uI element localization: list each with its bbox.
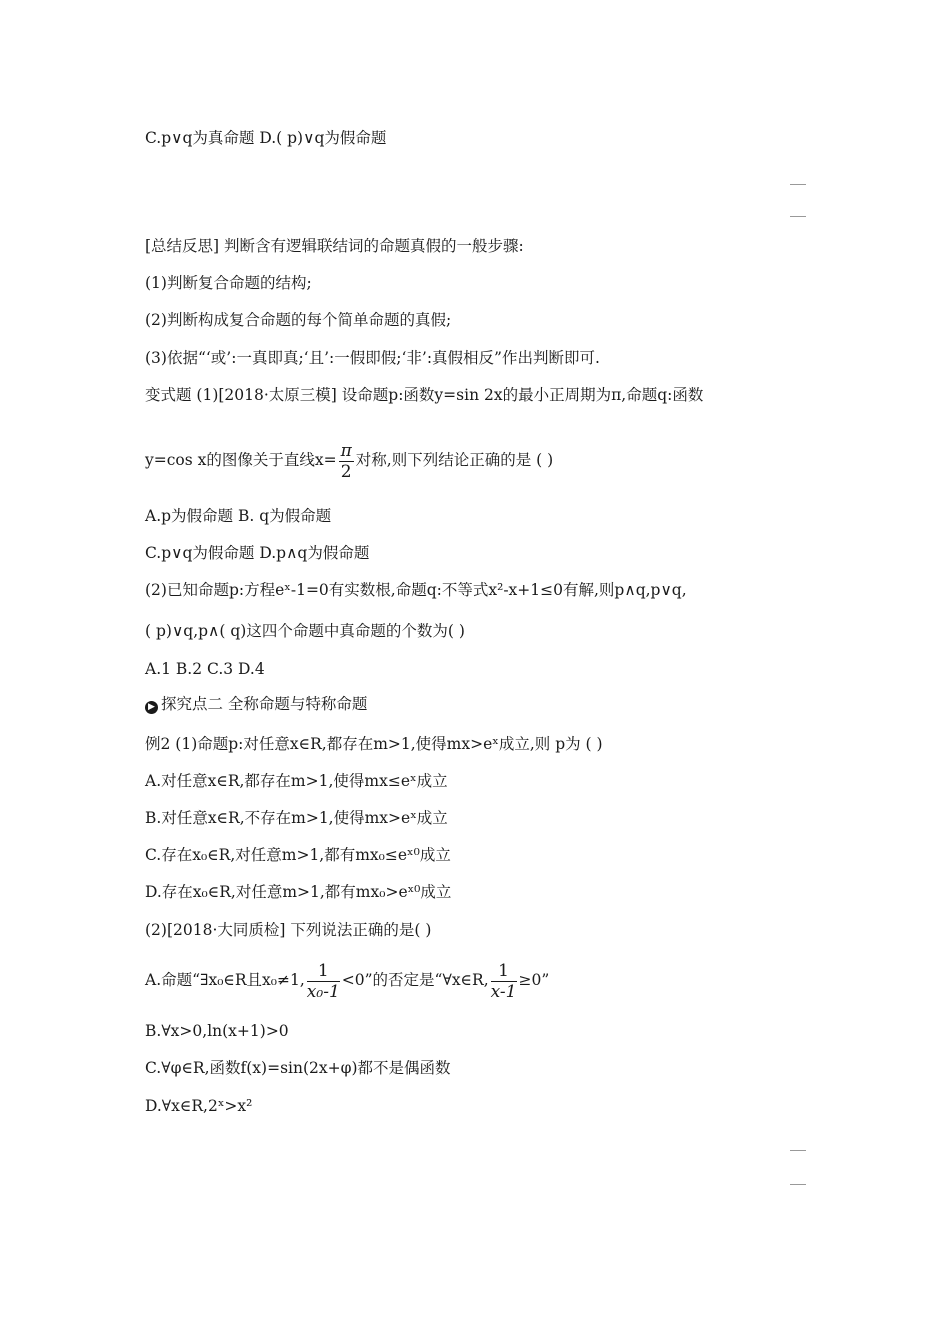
example2-q1-option-c: C.存在x₀∈R,对任意m>1,都有mx₀≤eˣ⁰成立 bbox=[145, 846, 451, 864]
summary-step-2: (2)判断构成复合命题的每个简单命题的真假; bbox=[145, 311, 452, 329]
fraction-numerator: 1 bbox=[307, 961, 340, 982]
summary-title: [总结反思] 判断含有逻辑联结词的命题真假的一般步骤: bbox=[145, 237, 524, 255]
example2-q2-stem: (2)[2018·大同质检] 下列说法正确的是( ) bbox=[145, 921, 432, 939]
fraction-1-over-x0-minus-1 bbox=[307, 961, 340, 1002]
variant-q1-stem-line1: 变式题 (1)[2018·太原三模] 设命题p:函数y=sin 2x的最小正周期为π,命题q:函数 bbox=[145, 386, 704, 404]
variant-q1-text-b: 对称,则下列结论正确的是 ( ) bbox=[355, 451, 554, 469]
variant-q2-options: A.1 B.2 C.3 D.4 bbox=[145, 660, 265, 678]
section-heading-text: 探究点二 全称命题与特称命题 bbox=[161, 695, 368, 713]
pi-over-two-fraction bbox=[339, 441, 354, 482]
example2-q1-stem: 例2 (1)命题p:对任意x∈R,都存在m>1,使得mx>eˣ成立,则 p为 ( ) bbox=[145, 735, 603, 753]
variant-q2-stem-line1: (2)已知命题p:方程eˣ-1=0有实数根,命题q:不等式x²-x+1≤0有解,则p∧q,p∨q, bbox=[145, 581, 687, 599]
prev-options-cd: C.p∨q为真命题 D.( p)∨q为假命题 bbox=[145, 129, 387, 147]
fraction-1-over-x-minus-1 bbox=[491, 961, 517, 1002]
option-a-suffix: ≥0” bbox=[518, 971, 550, 989]
margin-mark bbox=[790, 216, 806, 217]
summary-step-3: (3)依据“‘或’:一真即真;‘且’:一假即假;‘非’:真假相反”作出判断即可. bbox=[145, 349, 600, 367]
example2-q2-option-d: D.∀x∈R,2ˣ>x² bbox=[145, 1097, 253, 1115]
example2-q1-option-d: D.存在x₀∈R,对任意m>1,都有mx₀>eˣ⁰成立 bbox=[145, 883, 452, 901]
variant-q1-options-cd: C.p∨q为假命题 D.p∧q为假命题 bbox=[145, 544, 370, 562]
option-a-prefix: A.命题“∃x₀∈R且x₀≠1, bbox=[145, 971, 305, 989]
fraction-denominator: x-1 bbox=[490, 981, 517, 1002]
example2-q1-option-a: A.对任意x∈R,都存在m>1,使得mx≤eˣ成立 bbox=[145, 772, 448, 790]
variant-q1-text-a: y=cos x的图像关于直线x= bbox=[145, 451, 337, 469]
fraction-numerator: 1 bbox=[491, 961, 517, 982]
option-a-middle: <0”的否定是“∀x∈R, bbox=[341, 971, 489, 989]
example2-q2-option-c: C.∀φ∈R,函数f(x)=sin(2x+φ)都不是偶函数 bbox=[145, 1059, 451, 1077]
fraction-denominator: x₀-1 bbox=[306, 981, 340, 1002]
margin-mark bbox=[790, 184, 806, 185]
variant-q2-stem-line2: ( p)∨q,p∧( q)这四个命题中真命题的个数为( ) bbox=[145, 622, 465, 640]
fraction-denominator: 2 bbox=[340, 461, 352, 482]
arrow-bullet-icon: ▶ bbox=[145, 701, 158, 714]
example2-q2-option-b: B.∀x>0,ln(x+1)>0 bbox=[145, 1022, 289, 1040]
fraction-numerator: π bbox=[340, 440, 352, 461]
example2-q2-option-a bbox=[145, 958, 549, 1002]
margin-mark bbox=[790, 1184, 806, 1185]
section-heading bbox=[145, 694, 367, 714]
variant-q1-options-ab: A.p为假命题 B. q为假命题 bbox=[145, 507, 332, 525]
variant-q1-stem-line2 bbox=[145, 438, 553, 482]
summary-step-1: (1)判断复合命题的结构; bbox=[145, 274, 312, 292]
margin-mark bbox=[790, 1150, 806, 1151]
example2-q1-option-b: B.对任意x∈R,不存在m>1,使得mx>eˣ成立 bbox=[145, 809, 448, 827]
